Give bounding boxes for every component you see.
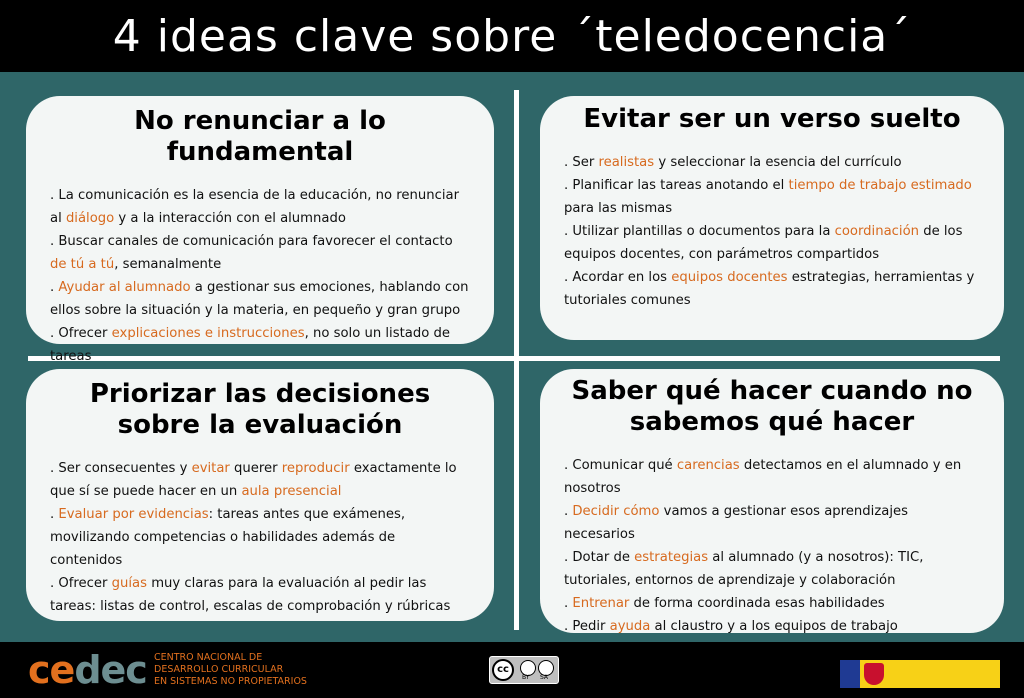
bullet-text: . Dotar de <box>564 550 635 565</box>
government-logo-icon <box>840 660 1000 688</box>
bullet-item <box>564 615 980 638</box>
card-no-renunciar <box>26 96 494 364</box>
bullet-text: detectamos en el alumnado y en nosotros <box>564 458 962 496</box>
card-priorizar-evaluacion <box>26 369 494 621</box>
bullet-item <box>50 184 470 230</box>
bullet-item <box>564 546 980 592</box>
highlighted-text: Decidir cómo <box>572 504 660 519</box>
card-heading: Priorizar las decisiones sobre la evaluación <box>89 379 431 440</box>
bullet-text: . Pedir <box>564 619 610 634</box>
bullet-text: . Acordar en los <box>564 270 672 285</box>
bullet-text: . <box>50 507 59 522</box>
logo-text-dec: dec <box>74 648 147 692</box>
cedec-logo <box>28 648 147 692</box>
footer <box>0 642 1024 698</box>
coat-of-arms-icon <box>864 663 884 685</box>
logo-subtitle-line: CENTRO NACIONAL DE <box>154 652 263 663</box>
highlighted-text: guías <box>111 576 147 591</box>
card-body <box>564 454 980 638</box>
highlighted-text: reproducir <box>281 461 350 476</box>
bullet-item <box>564 151 980 174</box>
logo-subtitle <box>154 652 307 688</box>
bullet-item <box>50 572 470 618</box>
bullet-text: de los equipos docentes, con parámetros compartidos <box>564 224 963 262</box>
bullet-text: . <box>564 504 573 519</box>
highlighted-text: evitar <box>191 461 230 476</box>
bullet-text: querer <box>229 461 282 476</box>
logo-subtitle-line: DESARROLLO CURRICULAR <box>154 664 284 675</box>
highlighted-text: Entrenar <box>572 596 630 611</box>
highlighted-text: ayuda <box>609 619 651 634</box>
highlighted-text: aula presencial <box>241 484 342 499</box>
bullet-text: . Ser <box>564 155 599 170</box>
bullet-text: y seleccionar la esencia del currículo <box>654 155 902 170</box>
bullet-item <box>50 230 470 276</box>
highlighted-text: tiempo de trabajo estimado <box>788 178 972 193</box>
bullet-item <box>50 457 470 503</box>
bullet-text: y a la interacción con el alumnado <box>114 211 346 226</box>
bullet-item <box>564 174 980 220</box>
highlighted-text: de tú a tú <box>50 257 115 272</box>
bullet-text: estrategias, herramientas y tutoriales comunes <box>564 270 975 308</box>
highlighted-text: coordinación <box>834 224 920 239</box>
bullet-text: , semanalmente <box>114 257 222 272</box>
card-body <box>50 184 470 368</box>
card-evitar-verso-suelto <box>540 96 1004 340</box>
bullet-text: . Ofrecer <box>50 576 112 591</box>
bullet-text: . <box>564 596 573 611</box>
highlighted-text: carencias <box>676 458 740 473</box>
bullet-text: . La comunicación es la esencia de la educación, no renunciar al <box>50 188 460 226</box>
page-title: 4 ideas clave sobre ´teledocencia´ <box>112 10 912 62</box>
bullet-text: . Planificar las tareas anotando el <box>564 178 789 193</box>
bullet-text: . Buscar canales de comunicación para favorecer el contacto <box>50 234 453 249</box>
license-label: BY <box>522 674 530 681</box>
bullet-item <box>50 322 470 368</box>
card-saber-que-hacer <box>540 369 1004 633</box>
card-heading: No renunciar a lo fundamental <box>134 106 386 167</box>
bullet-text: vamos a gestionar esos aprendizajes necesarios <box>564 504 908 542</box>
bullet-text: exactamente lo que sí se puede hacer en un <box>50 461 457 499</box>
bullet-item <box>50 503 470 572</box>
card-heading: Evitar ser un verso suelto <box>583 104 961 134</box>
bullet-text: . Ser consecuentes y <box>50 461 192 476</box>
highlighted-text: diálogo <box>65 211 115 226</box>
bullet-text: . Ofrecer <box>50 326 112 341</box>
title-bar <box>0 0 1024 72</box>
bullet-text: para las mismas <box>564 201 673 216</box>
eu-flag-icon <box>840 660 860 688</box>
bullet-text: muy claras para la evaluación al pedir las tareas: listas de control, escalas de comprobación y rúbricas <box>50 576 451 614</box>
highlighted-text: Evaluar por evidencias <box>58 507 209 522</box>
card-body <box>50 457 470 618</box>
bullet-item <box>564 500 980 546</box>
creative-commons-icon: cc BY SA <box>489 656 559 684</box>
card-heading: Saber qué hacer cuando no sabemos qué hacer <box>571 376 973 437</box>
highlighted-text: equipos docentes <box>671 270 788 285</box>
bullet-text: al alumnado (y a nosotros): TIC, tutoriales, entornos de aprendizaje y colaboración <box>564 550 924 588</box>
bullet-text: al claustro y a los equipos de trabajo <box>650 619 898 634</box>
bullet-item <box>50 276 470 322</box>
card-body <box>564 151 980 312</box>
bullet-item <box>564 454 980 500</box>
bullet-item <box>564 266 980 312</box>
bullet-text: a gestionar sus emociones, hablando con ellos sobre la situación y la materia, en pequeño y gran grupo <box>50 280 469 318</box>
bullet-item <box>564 592 980 615</box>
bullet-text: . Comunicar qué <box>564 458 677 473</box>
highlighted-text: Ayudar al alumnado <box>58 280 191 295</box>
bullet-text: de forma coordinada esas habilidades <box>629 596 885 611</box>
bullet-text: . <box>50 280 59 295</box>
highlighted-text: realistas <box>598 155 655 170</box>
bullet-text: , no solo un listado de tareas <box>50 326 450 364</box>
bullet-text: : tareas antes que exámenes, movilizando competencias o habilidades además de contenidos <box>50 507 406 568</box>
logo-text-ce: ce <box>28 648 75 692</box>
bullet-item <box>564 220 980 266</box>
logo-subtitle-line: EN SISTEMAS NO PROPIETARIOS <box>154 676 307 687</box>
bullet-text: . Utilizar plantillas o documentos para la <box>564 224 835 239</box>
license-label: SA <box>540 674 549 681</box>
highlighted-text: estrategias <box>634 550 709 565</box>
highlighted-text: explicaciones e instrucciones <box>111 326 305 341</box>
